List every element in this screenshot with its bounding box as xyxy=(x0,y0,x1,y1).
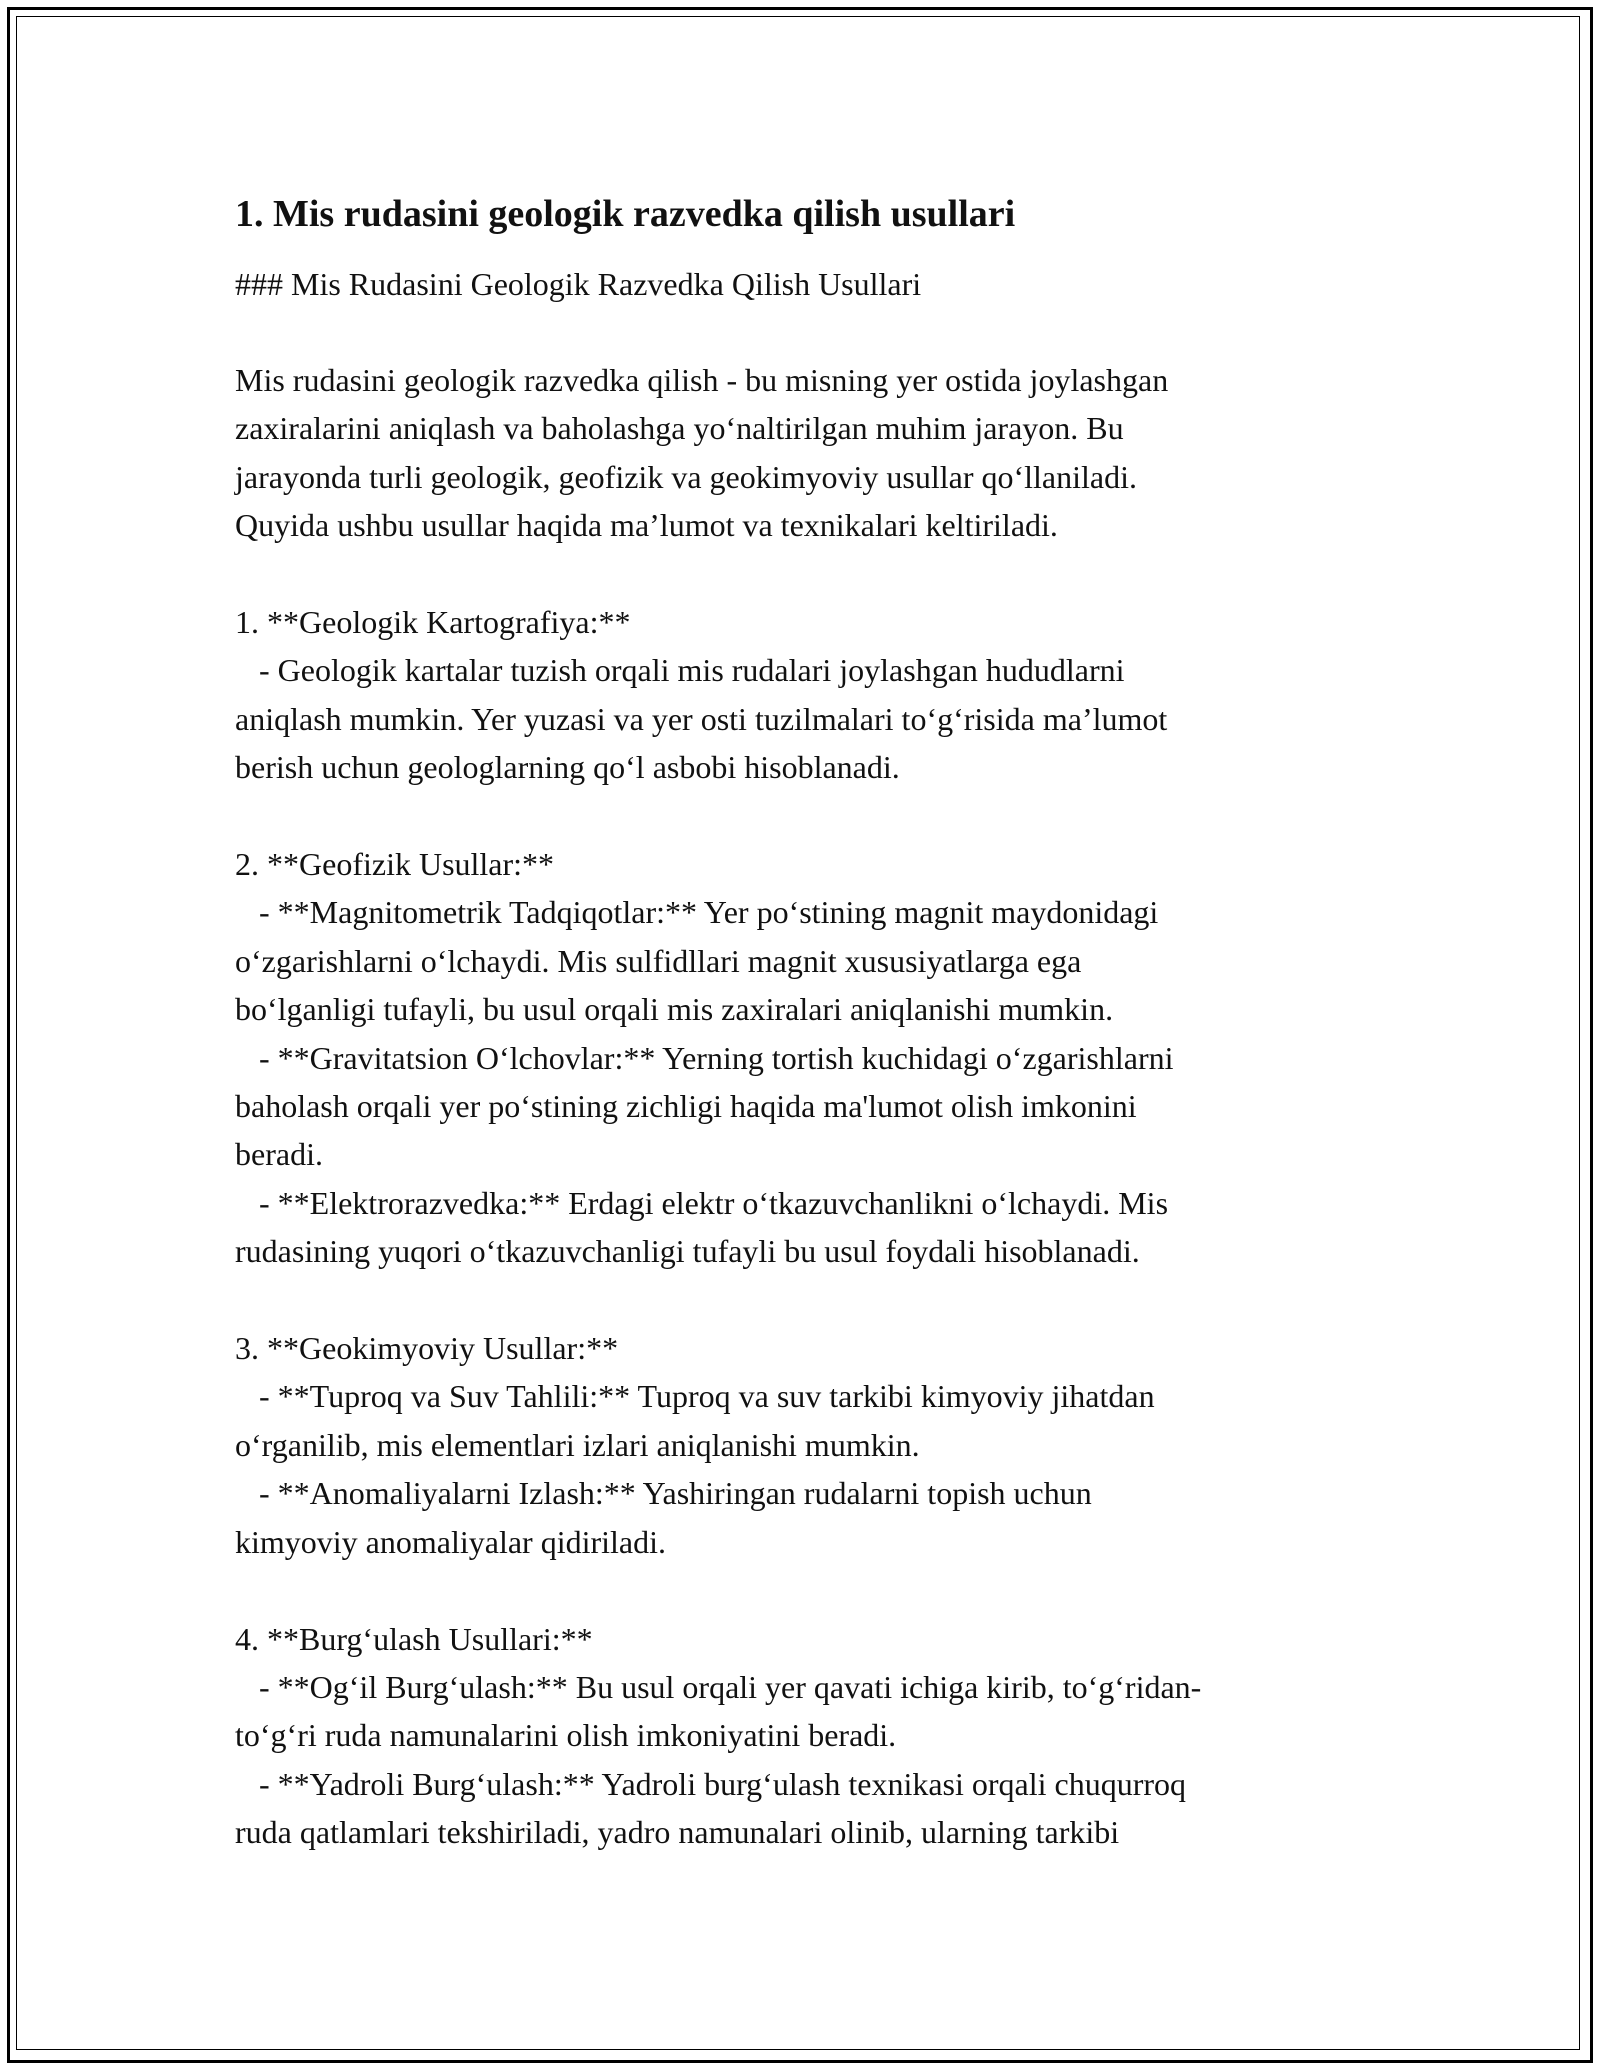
section-heading: 1. **Geologik Kartografiya:** xyxy=(235,604,631,641)
section-body: - **Magnitometrik Tadqiqotlar:** Yer po‘stining magnit maydonidagi o‘zgarishlarni o‘lchaydi. Mis sulfidllari magnit xususiyatlarga ega bo‘lganligi tufayli, bu usul orqali mis zaxiralari aniqlanishi mumkin. - **Gravitatsion O‘lchovlar:** Yerning tortish kuchidagi o‘zgarishlarni baholash orqali yer po‘stining zichligi haqida ma'lumot olish imkonini beradi. - **Elektrorazvedka:** Erdagi elektr o‘tkazuvchanlikni o‘lchaydi. Mis rudasining yuqori o‘tkazuvchanligi tufayli bu usul foydali hisoblanadi. xyxy=(235,894,1174,1270)
section-geokimyoviy-usullar xyxy=(235,1324,1365,1566)
document-body xyxy=(235,188,1365,1857)
section-heading: 2. **Geofizik Usullar:** xyxy=(235,846,555,883)
section-body: - **Og‘il Burg‘ulash:** Bu usul orqali yer qavati ichiga kirib, to‘g‘ridan- to‘g‘ri ruda namunalarini olish imkoniyatini beradi. - **Yadroli Burg‘ulash:** Yadroli burg‘ulash texnikasi orqali chuqurroq ruda qatlamlari tekshiriladi, yadro namunalari olinib, ularning tarkibi xyxy=(235,1668,1202,1851)
page-title: 1. Mis rudasini geologik razvedka qilish usullari xyxy=(235,193,1016,235)
section-body: - **Tuproq va Suv Tahlili:** Tuproq va suv tarkibi kimyoviy jihatdan o‘rganilib, mis elementlari izlari aniqlanishi mumkin. - **Anomaliyalarni Izlash:** Yashiringan rudalarni topish uchun kimyoviy anomaliyalar qidiriladi. xyxy=(235,1378,1155,1560)
subheading: ### Mis Rudasini Geologik Razvedka Qilish Usullari xyxy=(235,266,922,302)
intro-paragraph: Mis rudasini geologik razvedka qilish - bu misning yer ostida joylashgan zaxiralarini aniqlash va baholashga yo‘naltirilgan muhim jarayon. Bu jarayonda turli geologik, geofizik va geokimyoviy usullar qo‘llaniladi. Quyida ushbu usullar haqida ma’lumot va texnikalari keltiriladi. xyxy=(235,362,1169,544)
section-geofizik-usullar xyxy=(235,840,1365,1276)
section-geologik-kartografiya xyxy=(235,598,1365,792)
section-heading: 4. **Burg‘ulash Usullari:** xyxy=(235,1620,593,1657)
section-burgulash-usullari xyxy=(235,1615,1365,1857)
section-body: - Geologik kartalar tuzish orqali mis rudalari joylashgan hududlarni aniqlash mumkin. Yer yuzasi va yer osti tuzilmalari to‘g‘risida ma’lumot berish uchun geologlarning qo‘l asbobi hisoblanadi. xyxy=(235,652,1168,786)
section-heading: 3. **Geokimyoviy Usullar:** xyxy=(235,1330,619,1367)
